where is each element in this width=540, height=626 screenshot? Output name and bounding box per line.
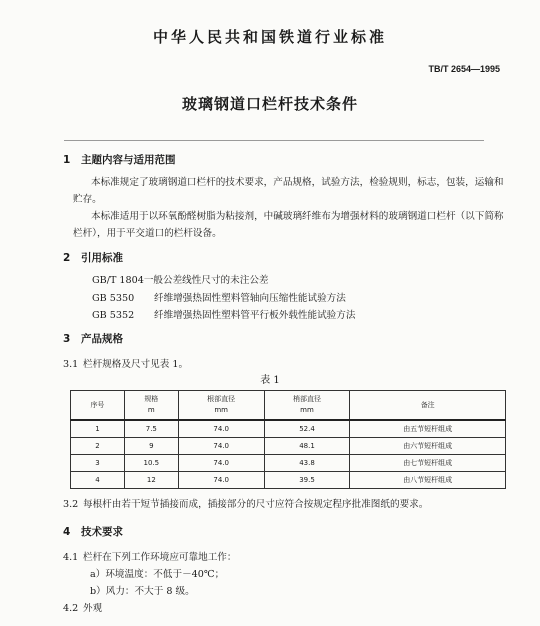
- table-cell: 由五节短杆组成: [350, 420, 506, 438]
- clause-3-2: [63, 496, 428, 510]
- table-cell: 9: [124, 438, 178, 455]
- clause-text: 栏杆规格及尺寸见表 1。: [83, 359, 189, 370]
- clause-text: 外观: [83, 603, 103, 614]
- table-cell: 74.0: [178, 472, 264, 489]
- standard-number: TB/T 2654—1995: [428, 64, 500, 74]
- table-row: [71, 455, 506, 472]
- clause-4-1-a: a）环境温度：不低于－40℃；: [90, 569, 225, 580]
- table-caption: 表 1: [260, 375, 280, 386]
- clause-4-1-b: b）风力：不大于 8 级。: [90, 586, 195, 597]
- section-number: 1: [63, 154, 71, 166]
- clause-number: 4.1: [63, 552, 79, 563]
- table-row: [71, 420, 506, 438]
- paragraph-text: 本标准规定了玻璃钢道口栏杆的技术要求，产品规格，试验方法，检验规则，标志，包装，运输和贮存。: [73, 177, 504, 205]
- document-title: 玻璃钢道口栏杆技术条件: [181, 95, 358, 113]
- clause-number: 3.1: [63, 359, 79, 370]
- table-cell: 1: [71, 420, 125, 438]
- reference-name: 一般公差线性尺寸的未注公差: [143, 275, 269, 286]
- clause-text: 栏杆在下列工作环境应可靠地工作：: [83, 552, 237, 563]
- table-cell: 74.0: [178, 438, 264, 455]
- section-number: 2: [63, 252, 71, 264]
- section-4-heading: [63, 524, 123, 539]
- section-title: 引用标准: [81, 252, 123, 264]
- header-cell: 备注: [350, 391, 506, 421]
- section-title: 技术要求: [81, 526, 123, 538]
- table-cell: 7.5: [124, 420, 178, 438]
- table-cell: 由七节短杆组成: [350, 455, 506, 472]
- clause-4-1: [63, 549, 237, 563]
- table-cell: 74.0: [178, 455, 264, 472]
- section-1-paragraph-2: [73, 208, 505, 242]
- table-cell: 52.4: [264, 420, 350, 438]
- reference-item: [92, 307, 355, 321]
- table-cell: 74.0: [178, 420, 264, 438]
- industry-standard-heading: 中华人民共和国铁道行业标准: [152, 28, 387, 46]
- section-2-heading: [63, 250, 123, 265]
- table-cell: 2: [71, 438, 125, 455]
- clause-number: 4.2: [63, 603, 79, 614]
- title-divider: [64, 140, 484, 141]
- table-cell: 3: [71, 455, 125, 472]
- header-cell: 梢部直径 mm: [264, 391, 350, 421]
- spec-table: [70, 390, 506, 489]
- clause-number: 3.2: [63, 499, 79, 510]
- reference-name: 纤维增强热固性塑料管平行板外载性能试验方法: [154, 310, 356, 321]
- section-number: 4: [63, 526, 71, 538]
- reference-code: GB 5350: [92, 293, 135, 304]
- reference-item: [92, 290, 346, 304]
- table-cell: 4: [71, 472, 125, 489]
- section-number: 3: [63, 333, 71, 345]
- header-cell: 序号: [71, 391, 125, 421]
- table-cell: 48.1: [264, 438, 350, 455]
- table-cell: 10.5: [124, 455, 178, 472]
- table-header-row: [71, 391, 506, 421]
- reference-code: GB/T 1804: [92, 275, 144, 286]
- table-cell: 由八节短杆组成: [350, 472, 506, 489]
- table-cell: 由六节短杆组成: [350, 438, 506, 455]
- table-cell: 39.5: [264, 472, 350, 489]
- paragraph-text: 本标准适用于以环氧酚醛树脂为粘接剂，中碱玻璃纤维布为增强材料的玻璃钢道口栏杆（以下简称栏杆），用于平交道口的栏杆设备。: [73, 211, 504, 239]
- clause-text: 每根杆由若干短节插接而成，插接部分的尺寸应符合按规定程序批准图纸的要求。: [83, 499, 429, 510]
- clause-3-1: [63, 356, 188, 370]
- table-cell: 12: [124, 472, 178, 489]
- section-title: 主题内容与适用范围: [81, 154, 176, 166]
- header-cell: 根部直径 mm: [178, 391, 264, 421]
- reference-item: [92, 272, 269, 286]
- section-3-heading: [63, 331, 123, 346]
- header-cell: 规格 m: [124, 391, 178, 421]
- table-cell: 43.8: [264, 455, 350, 472]
- clause-4-2: [63, 600, 102, 614]
- section-1-heading: [63, 152, 176, 167]
- table-row: [71, 438, 506, 455]
- reference-code: GB 5352: [92, 310, 135, 321]
- section-1-paragraph-1: [73, 174, 505, 208]
- section-title: 产品规格: [81, 333, 123, 345]
- table-row: [71, 472, 506, 489]
- reference-name: 纤维增强热固性塑料管轴向压缩性能试验方法: [154, 293, 346, 304]
